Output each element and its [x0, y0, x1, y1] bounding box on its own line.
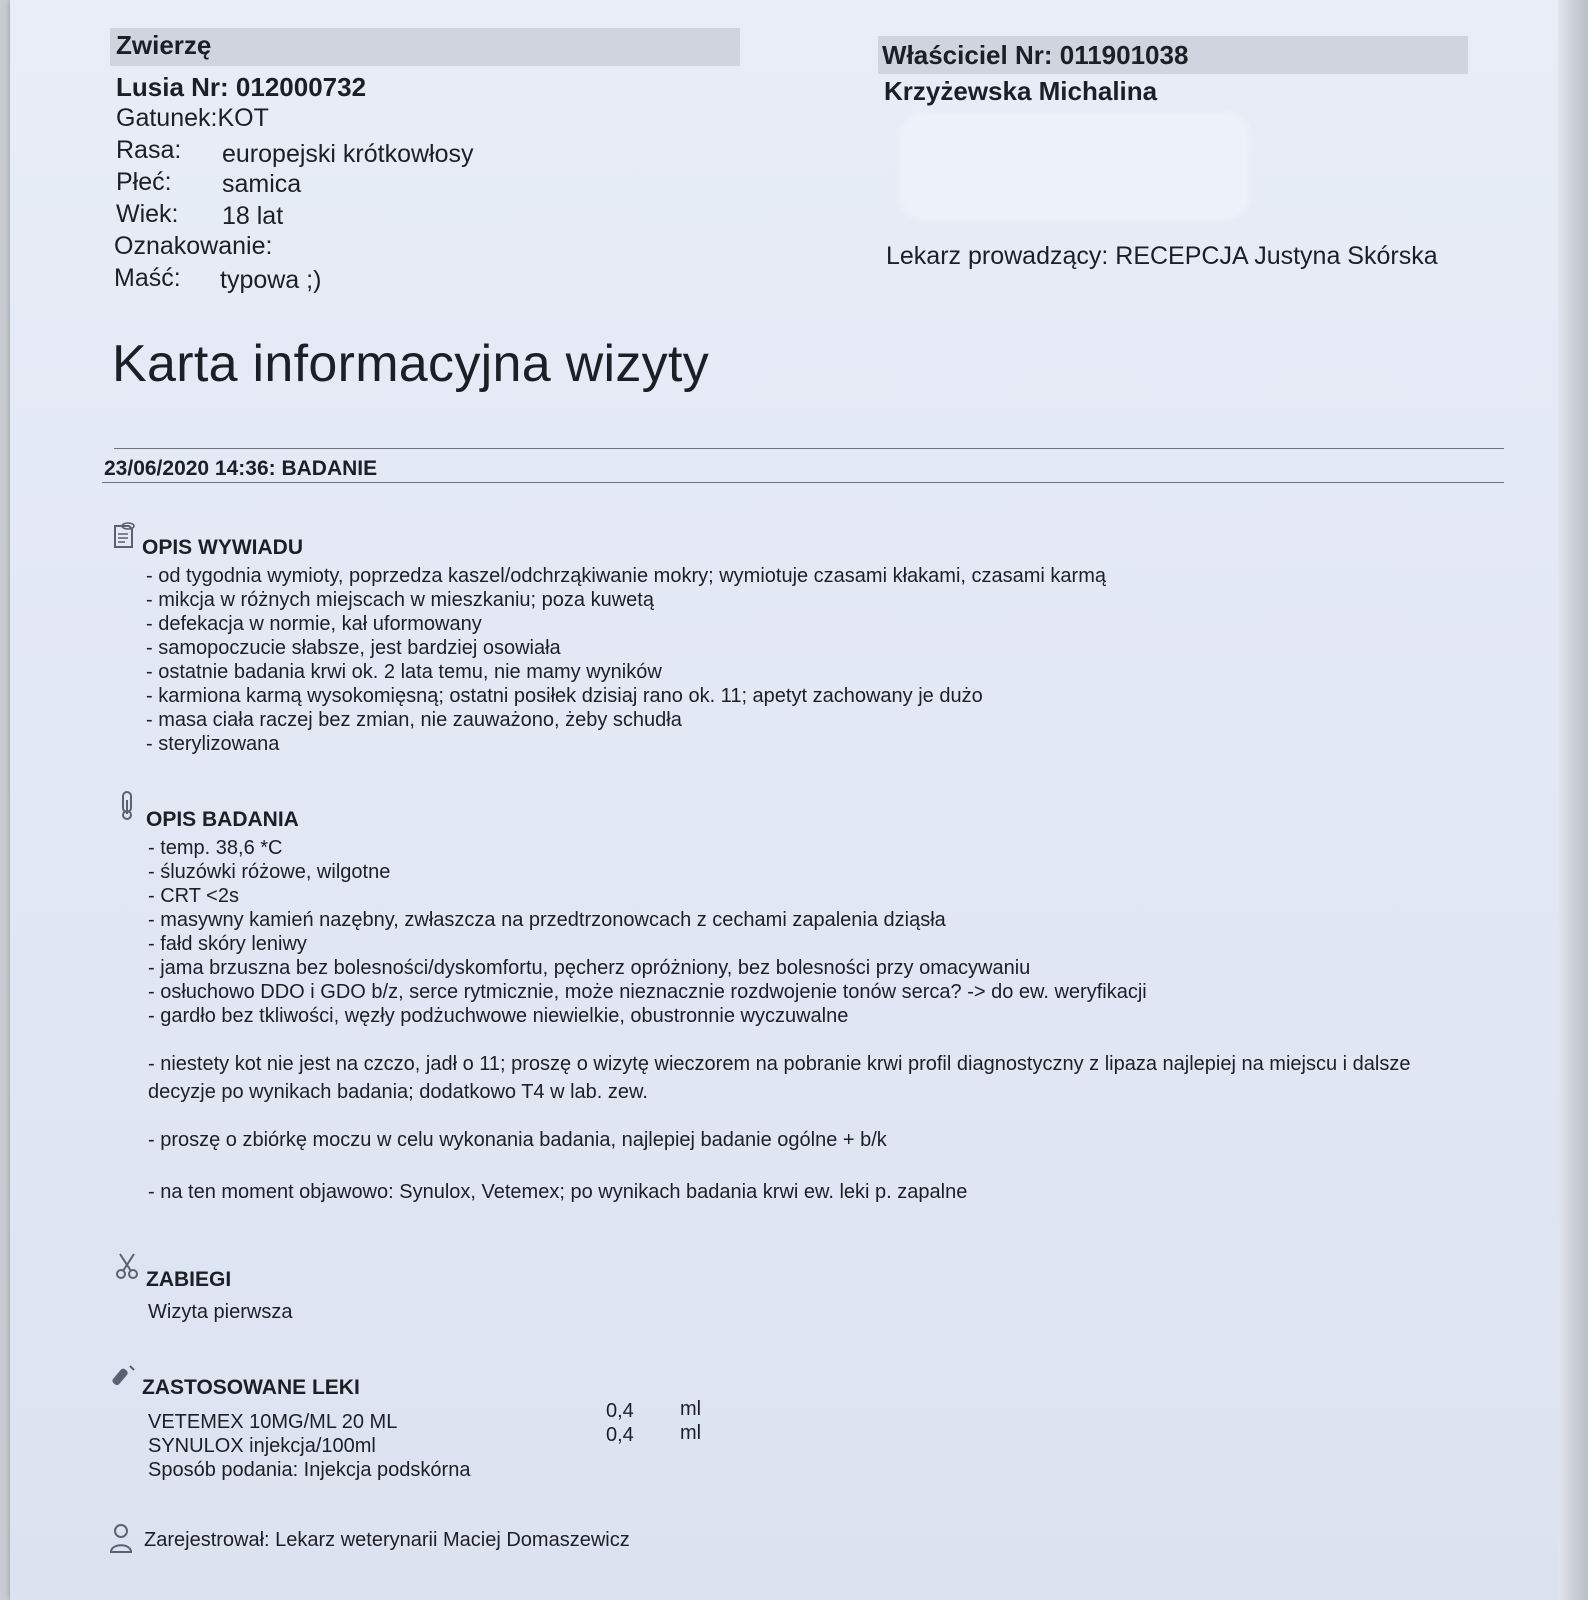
- marking-label: Oznakowanie:: [114, 232, 273, 260]
- exam-line: - temp. 38,6 *C: [148, 837, 283, 859]
- exam-line: - gardło bez tkliwości, węzły podżuchwowe niewielkie, obustronnie wyczuwalne: [148, 1005, 849, 1027]
- divider-top: [114, 448, 1504, 449]
- drug-unit: ml: [680, 1398, 702, 1420]
- exam-title: OPIS BADANIA: [146, 808, 299, 831]
- species-row: [116, 104, 269, 133]
- owner-heading: Właściciel Nr: 011901038: [882, 40, 1189, 70]
- coat-value: typowa ;): [220, 266, 322, 294]
- drug-amount: 0,4: [606, 1424, 634, 1446]
- redacted-address: [900, 112, 1250, 220]
- sex-value: samica: [222, 170, 302, 198]
- scissors-icon: [114, 1250, 140, 1282]
- document-title: Karta informacyjna wizyty: [112, 335, 710, 393]
- exam-note: - proszę o zbiórkę moczu w celu wykonania badania, najlepiej badanie ogólne + b/k: [148, 1129, 887, 1151]
- owner-name: Krzyżewska Michalina: [884, 76, 1158, 106]
- person-icon: [108, 1522, 134, 1554]
- divider-bottom: [102, 482, 1504, 483]
- drug-name: VETEMEX 10MG/ML 20 ML: [148, 1411, 398, 1433]
- interview-line: - ostatnie badania krwi ok. 2 lata temu, nie mamy wyników: [146, 661, 662, 683]
- exam-note: decyzje po wynikach badania; dodatkowo T4 w lab. zew.: [148, 1081, 648, 1103]
- breed-label: Rasa:: [116, 136, 182, 164]
- interview-line: - masa ciała raczej bez zmian, nie zauważono, żeby schudła: [146, 709, 682, 731]
- interview-line: - mikcja w różnych miejscach w mieszkaniu; poza kuwetą: [146, 589, 654, 611]
- exam-line: - śluzówki różowe, wilgotne: [148, 861, 391, 883]
- exam-note: - niestety kot nie jest na czczo, jadł o 11; proszę o wizytę wieczorem na pobranie krwi profil diagnostyczny z lipaza najlepiej na miejscu i dalsze: [148, 1053, 1411, 1075]
- animal-heading: Zwierzę: [116, 30, 212, 60]
- drug-amount: 0,4: [606, 1400, 634, 1422]
- interview-line: - sterylizowana: [146, 733, 280, 755]
- procedures-title: ZABIEGI: [146, 1268, 232, 1291]
- syringe-icon: [110, 1362, 136, 1394]
- drugs-title: ZASTOSOWANE LEKI: [142, 1376, 360, 1399]
- drug-unit: ml: [680, 1422, 702, 1444]
- breed-value: europejski krótkowłosy: [222, 140, 474, 168]
- notepad-icon: [110, 520, 136, 552]
- drug-route: Sposób podania: Injekcja podskórna: [148, 1459, 471, 1481]
- interview-title: OPIS WYWIADU: [142, 536, 303, 559]
- species-value: KOT: [217, 104, 269, 132]
- procedure-item: Wizyta pierwsza: [148, 1301, 293, 1323]
- exam-line: - osłuchowo DDO i GDO b/z, serce rytmicznie, może nieznacznie rozdwojenie tonów serca? -> do ew. weryfikacji: [148, 981, 1147, 1003]
- exam-line: - jama brzuszna bez bolesności/dyskomfortu, pęcherz opróżniony, bez bolesności przy omacywaniu: [148, 957, 1031, 979]
- coat-label: Maść:: [114, 264, 181, 292]
- species-label: Gatunek:: [116, 104, 218, 132]
- interview-line: - samopoczucie słabsze, jest bardziej osowiała: [146, 637, 561, 659]
- exam-note: - na ten moment objawowo: Synulox, Vetemex; po wynikach badania krwi ew. leki p. zapalne: [148, 1181, 968, 1203]
- exam-line: - masywny kamień nazębny, zwłaszcza na przedtrzonowcach z cechami zapalenia dziąsła: [148, 909, 946, 931]
- registered-by: Zarejestrował: Lekarz weterynarii Maciej Domaszewicz: [144, 1529, 630, 1551]
- interview-line: - karmiona karmą wysokomięsną; ostatni posiłek dzisiaj rano ok. 11; apetyt zachowany je dużo: [146, 685, 983, 707]
- drug-name: SYNULOX injekcja/100ml: [148, 1435, 376, 1457]
- interview-line: - od tygodnia wymioty, poprzedza kaszel/odchrząkiwanie mokry; wymiotuje czasami kłakami, czasami karmą: [146, 565, 1106, 587]
- document-sheet: [10, 0, 1558, 1600]
- paper-edge-shadow: [1558, 0, 1588, 1600]
- sex-label: Płeć:: [116, 168, 172, 196]
- interview-line: - defekacja w normie, kał uformowany: [146, 613, 482, 635]
- exam-line: - CRT <2s: [148, 885, 239, 907]
- age-value: 18 lat: [222, 202, 284, 230]
- age-label: Wiek:: [116, 200, 179, 228]
- animal-name-number: Lusia Nr: 012000732: [116, 72, 367, 102]
- exam-line: - fałd skóry leniwy: [148, 933, 307, 955]
- thermometer-icon: [114, 790, 140, 822]
- attending-doctor: Lekarz prowadzący: RECEPCJA Justyna Skórska: [886, 242, 1438, 270]
- visit-header: 23/06/2020 14:36: BADANIE: [104, 457, 378, 480]
